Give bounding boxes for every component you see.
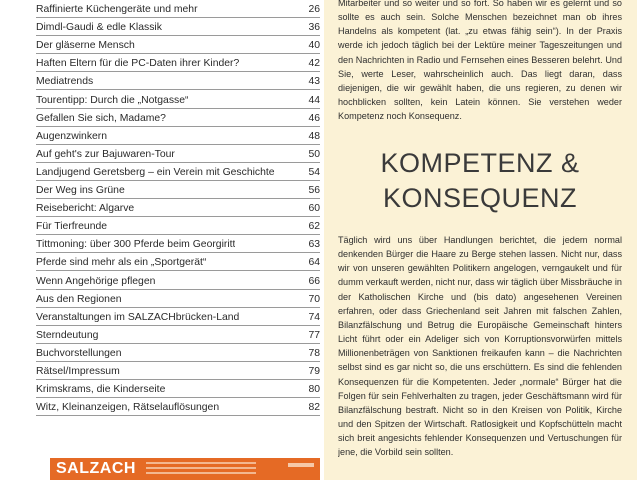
toc-entry-title: Gefallen Sie sich, Madame? [36, 112, 166, 124]
toc-entry [36, 90, 320, 108]
toc-entry-page: 79 [308, 365, 320, 377]
toc-entry-title: Der gläserne Mensch [36, 40, 135, 52]
table-of-contents [36, 0, 320, 416]
article-body-paragraph: Täglich wird uns über Handlungen berichtet, die jedem normal denkenden Bürger die Haare zu Berge stehen lassen. Nicht nur, dass wir von unseren gewählten Politikern angelogen, verngaukelt und für dumm verkauft werden, nicht nur, dass wir täglich über Missbräuche in der Katholischen Kirche und (bis dato) angesehenen Vereinen erfahren, oder dass Griechenland seit Jahren mit falschen Zahlen, Bilanzfälschung und Betrug die Europäische Gemeinschaft hinters Licht führt oder ein Adeliger sich von Korruptionsvorwürfen mittels Millionenbeträgen von Sanktionen freikaufen kann – die Nachrichten selbst sind es gar nicht so, die uns erschüttern. Es sind die fehlenden Konsequenzen für die Kompetenten. Jeder „normale“ Bürger hat die Folgen für sein Fehlverhalten zu tragen, jeder Geschäftsmann wird für Bilanzfälschung bestraft. Nicht so in den Kreisen von Politik, Kirche und den Spitzen der Wirtschaft. Ratlosigkeit und Kopfschütteln macht sich breit angesichts fehlender Konsequenzen und Vertuschungen für jene, die Vorbild sein sollten. [338, 235, 622, 458]
toc-entry-page: 50 [308, 148, 320, 160]
toc-entry-page: 64 [308, 257, 320, 269]
toc-entry-title: Rätsel/Impressum [36, 365, 120, 377]
toc-entry-page: 63 [308, 239, 320, 251]
toc-entry [36, 398, 320, 416]
toc-entry-title: Der Weg ins Grüne [36, 185, 125, 197]
toc-entry-page: 77 [308, 329, 320, 341]
toc-entry [36, 18, 320, 36]
toc-entry [36, 163, 320, 181]
toc-entry-title: Witz, Kleinanzeigen, Rätselauflösungen [36, 402, 220, 414]
article-heading-line-2: KONSEQUENZ [382, 183, 578, 213]
article-column [324, 0, 640, 480]
toc-entry-page: 70 [308, 293, 320, 305]
toc-entry-title: Raffinierte Küchengeräte und mehr [36, 4, 198, 16]
toc-entry-title: Tourentipp: Durch die „Notgasse“ [36, 94, 189, 106]
toc-entry-title: Mediatrends [36, 76, 94, 88]
toc-entry-title: Landjugend Geretsberg – ein Verein mit Geschichte [36, 166, 275, 178]
toc-entry [36, 217, 320, 235]
toc-entry-page: 43 [308, 76, 320, 88]
toc-entry-title: Haften Eltern für die PC-Daten ihrer Kinder? [36, 58, 240, 70]
toc-entry-title: Veranstaltungen im SALZACHbrücken-Land [36, 311, 240, 323]
toc-entry [36, 181, 320, 199]
article-heading [338, 146, 622, 216]
toc-entry-page: 48 [308, 130, 320, 142]
toc-entry-title: Für Tierfreunde [36, 221, 108, 233]
toc-entry-title: Pferde sind mehr als ein „Sportgerät“ [36, 257, 207, 269]
toc-entry [36, 253, 320, 271]
toc-entry [36, 36, 320, 54]
toc-entry [36, 362, 320, 380]
toc-entry-page: 26 [308, 4, 320, 16]
toc-entry [36, 199, 320, 217]
toc-entry [36, 290, 320, 308]
toc-entry-page: 36 [308, 22, 320, 34]
toc-entry [36, 54, 320, 72]
toc-entry [36, 308, 320, 326]
toc-entry-title: Wenn Angehörige pflegen [36, 275, 156, 287]
banner-brand: SALZACH [56, 460, 136, 477]
article-intro-paragraph: Mitarbeiter und so weiter und so fort. So haben wir es gelernt und so sollte es auch sein. Solche Menschen bezeichnet man ob ihres Handelns als kompetent (lat. „zu etwas fähig sein“). In der Praxis werde ich jedoch täglich bei der Lektüre meiner Tageszeitungen und den Nachrichten in Radio und Fernsehen eines Besseren belehrt. Und Sie, werte Leser, wahrscheinlich auch. Das liegt daran, dass diejenigen, die wir gewählt haben, die uns regieren, zu denen wir hochblicken sollten, kein Latein können. Sie verstehen weder Kompetenz noch Konsequenz. [338, 0, 622, 122]
toc-entry-page: 80 [308, 384, 320, 396]
banner-tag [288, 463, 314, 467]
article-heading-line-1: KOMPETENZ & [380, 148, 580, 178]
toc-entry-title: Augenzwinkern [36, 130, 108, 142]
toc-entry-page: 78 [308, 347, 320, 359]
toc-entry-title: Krimskrams, die Kinderseite [36, 384, 166, 396]
toc-entry-title: Auf geht's zur Bajuwaren-Tour [36, 148, 175, 160]
toc-entry-title: Tittmoning: über 300 Pferde beim Georgiritt [36, 239, 236, 251]
toc-entry-title: Sterndeutung [36, 329, 99, 341]
toc-entry-title: Buchvorstellungen [36, 347, 122, 359]
banner-fine-print [146, 462, 256, 477]
toc-entry-page: 74 [308, 311, 320, 323]
toc-entry [36, 0, 320, 18]
toc-entry-page: 40 [308, 40, 320, 52]
toc-entry [36, 109, 320, 127]
toc-entry-page: 62 [308, 221, 320, 233]
toc-entry-page: 82 [308, 402, 320, 414]
toc-entry-page: 56 [308, 185, 320, 197]
toc-entry-page: 60 [308, 203, 320, 215]
toc-entry [36, 380, 320, 398]
toc-entry-page: 46 [308, 112, 320, 124]
toc-entry [36, 127, 320, 145]
toc-entry [36, 326, 320, 344]
toc-entry [36, 271, 320, 289]
toc-entry [36, 72, 320, 90]
toc-entry-title: Aus den Regionen [36, 293, 122, 305]
toc-entry [36, 145, 320, 163]
toc-entry [36, 235, 320, 253]
salzach-banner [50, 458, 320, 480]
toc-entry [36, 344, 320, 362]
toc-entry-title: Dimdl-Gaudi & edle Klassik [36, 22, 162, 34]
toc-entry-title: Reisebericht: Algarve [36, 203, 135, 215]
toc-entry-page: 42 [308, 58, 320, 70]
toc-entry-page: 44 [308, 94, 320, 106]
toc-entry-page: 66 [308, 275, 320, 287]
toc-entry-page: 54 [308, 166, 320, 178]
